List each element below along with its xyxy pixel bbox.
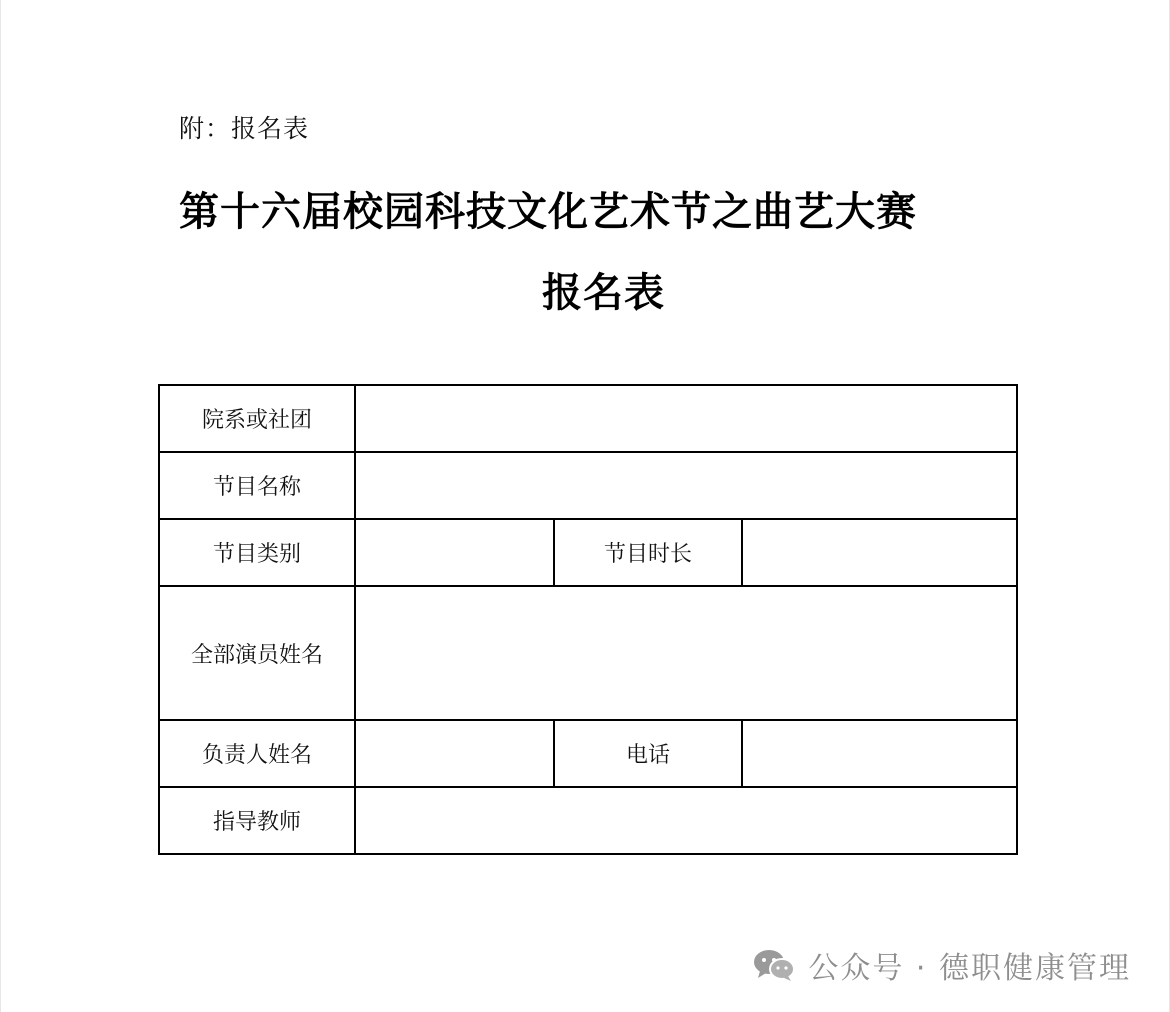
field-leader-name[interactable]	[355, 720, 554, 787]
field-advisor[interactable]	[355, 787, 1017, 854]
row-performers	[159, 586, 1017, 720]
row-advisor	[159, 787, 1017, 854]
row-leader	[159, 720, 1017, 787]
label-department: 院系或社团	[159, 385, 355, 452]
label-program-name: 节目名称	[159, 452, 355, 519]
watermark-text: 公众号 · 德职健康管理	[808, 951, 1131, 986]
watermark	[752, 945, 1131, 985]
label-phone: 电话	[554, 720, 742, 787]
label-advisor: 指导教师	[159, 787, 355, 854]
row-program-type	[159, 519, 1017, 586]
attachment-label: 附：报名表	[179, 114, 310, 143]
title-line-2: 报名表	[542, 270, 665, 316]
field-department[interactable]	[355, 385, 1017, 452]
label-program-type: 节目类别	[159, 519, 355, 586]
field-program-name[interactable]	[355, 452, 1017, 519]
field-phone[interactable]	[742, 720, 1017, 787]
wechat-icon	[752, 948, 796, 982]
title-line-1: 第十六届校园科技文化艺术节之曲艺大赛	[179, 189, 917, 235]
registration-form-table	[158, 384, 1018, 855]
label-leader-name: 负责人姓名	[159, 720, 355, 787]
label-program-duration: 节目时长	[554, 519, 742, 586]
field-program-type[interactable]	[355, 519, 554, 586]
field-program-duration[interactable]	[742, 519, 1017, 586]
row-department	[159, 385, 1017, 452]
field-performers[interactable]	[355, 586, 1017, 720]
row-program-name	[159, 452, 1017, 519]
label-performers: 全部演员姓名	[159, 586, 355, 720]
